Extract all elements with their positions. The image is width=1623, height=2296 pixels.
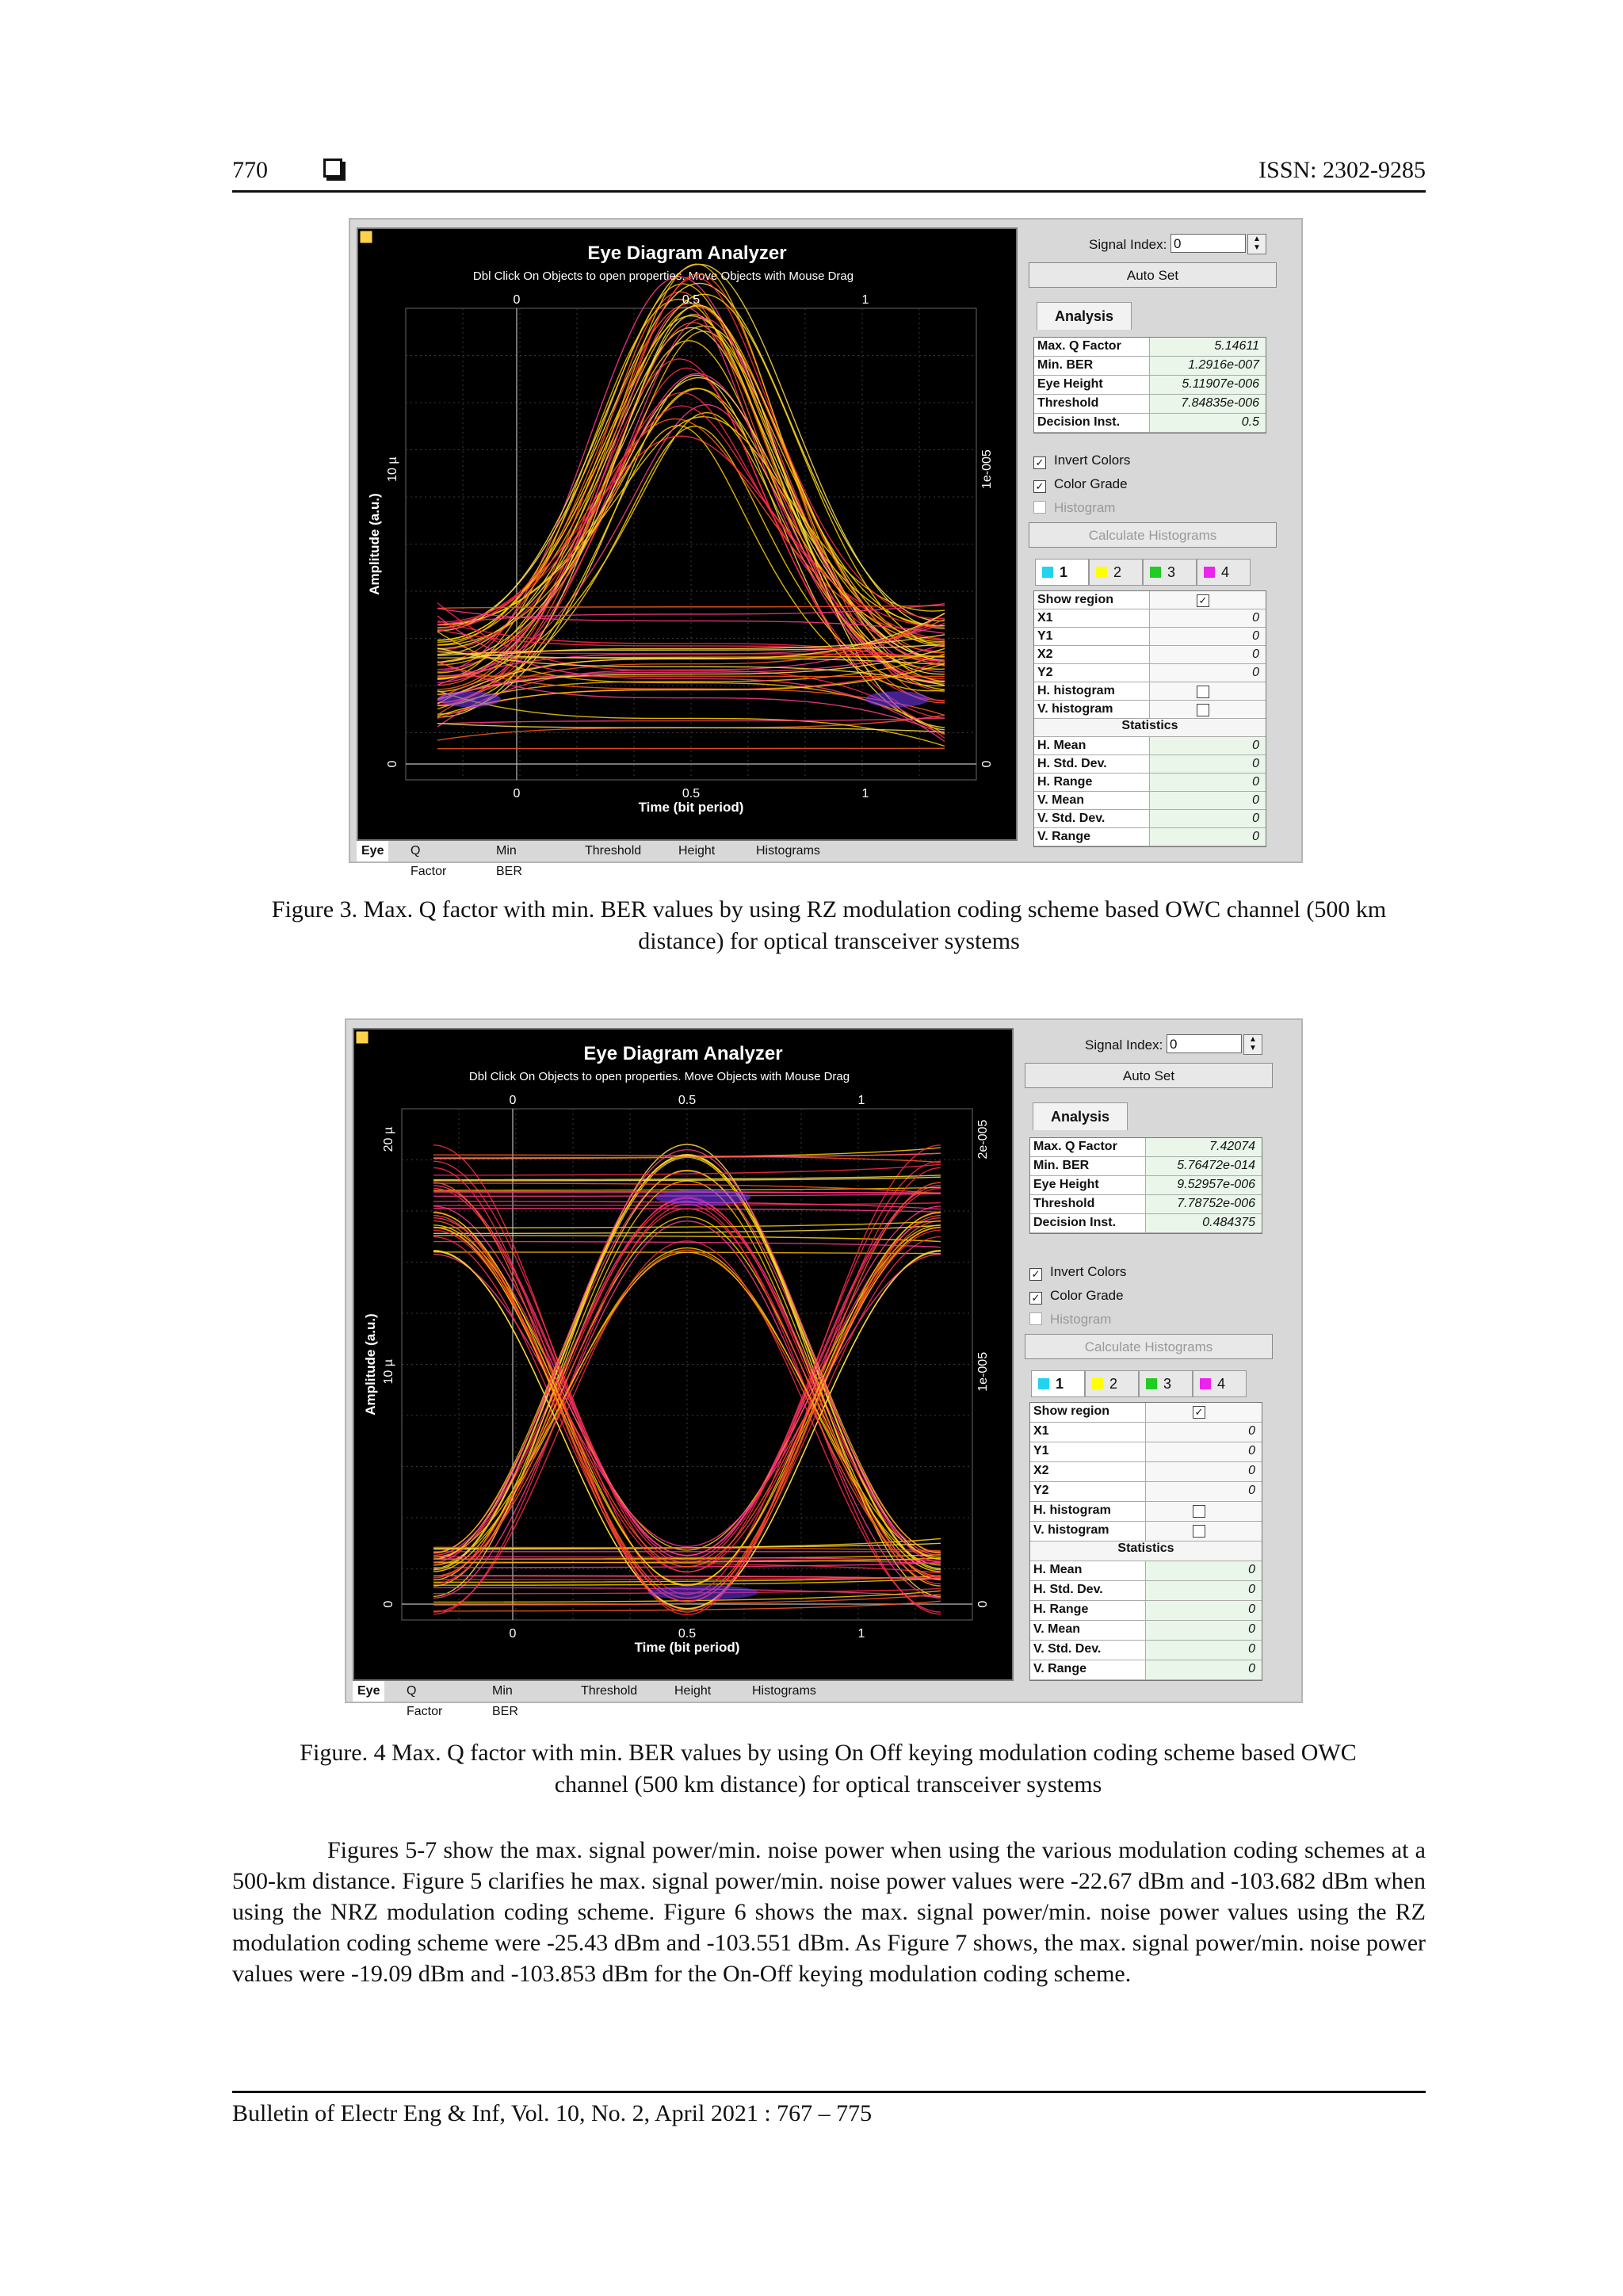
statistics-header	[1030, 1541, 1262, 1561]
signal-index-label: Signal Index:	[1085, 1037, 1163, 1052]
statistics-row	[1034, 810, 1266, 828]
statistics-value: 0	[1248, 1622, 1255, 1636]
region-row	[1034, 664, 1266, 682]
x-tick-top: 0	[509, 1094, 517, 1107]
signal-index-spinner[interactable]: ▲ ▼	[1247, 234, 1266, 254]
statistics-value: 0	[1248, 1583, 1255, 1596]
y-axis-label: Amplitude (a.u.)	[363, 1313, 378, 1415]
statistics-label: V. Mean	[1033, 1622, 1080, 1636]
statistics-value: 0	[1248, 1662, 1255, 1675]
region-value: 0	[1252, 629, 1259, 643]
x-tick-bottom: 0	[513, 787, 521, 800]
x-tick-top: 0.5	[682, 293, 701, 307]
x-tick-top: 0.5	[678, 1094, 697, 1107]
statistics-row	[1034, 755, 1266, 774]
region-value: 0	[1252, 666, 1259, 679]
statistics-row	[1030, 1561, 1262, 1581]
eye-plot	[357, 227, 1018, 841]
x-tick-bottom: 0.5	[682, 787, 701, 800]
region-row	[1034, 628, 1266, 646]
color-swatch	[1200, 1378, 1211, 1389]
analysis-value-cell	[1149, 395, 1266, 413]
color-swatch	[1146, 1378, 1157, 1389]
analysis-value-cell	[1149, 357, 1266, 375]
statistics-value: 0	[1252, 812, 1259, 825]
region-label: X2	[1033, 1464, 1049, 1477]
analysis-value: 5.14611	[1214, 339, 1259, 353]
region-row	[1034, 701, 1266, 719]
region-table	[1033, 590, 1266, 847]
statistics-header	[1034, 719, 1266, 737]
statistics-label: H. Std. Dev.	[1037, 757, 1107, 770]
region-checkbox[interactable]: ✓	[1193, 1406, 1205, 1419]
region-value-cell	[1145, 1482, 1262, 1501]
region-row	[1030, 1522, 1262, 1541]
color-swatch	[1204, 567, 1215, 578]
checkbox[interactable]: ✓	[1033, 457, 1046, 469]
analysis-value-cell	[1145, 1195, 1262, 1213]
statistics-row	[1030, 1581, 1262, 1601]
header-rule	[232, 190, 1426, 193]
analysis-label: Decision Inst.	[1037, 415, 1121, 429]
x-tick-bottom: 0	[509, 1627, 517, 1641]
region-label: V. histogram	[1033, 1523, 1109, 1537]
color-tab-label: 3	[1163, 1376, 1172, 1392]
option-invert-colors[interactable]	[1029, 1264, 1126, 1281]
y-tick-right: 1e-005	[980, 449, 994, 490]
statistics-value: 0	[1248, 1563, 1255, 1576]
statistics-value-cell	[1145, 1601, 1262, 1620]
region-row	[1034, 646, 1266, 664]
analysis-label: Decision Inst.	[1033, 1216, 1117, 1229]
statistics-value-cell	[1149, 755, 1266, 773]
tab-threshold[interactable]: Threshold	[585, 844, 642, 858]
region-label: X1	[1033, 1424, 1049, 1438]
analysis-value: 7.42074	[1209, 1140, 1255, 1153]
region-row	[1030, 1502, 1262, 1522]
analysis-value: 7.78752e-006	[1177, 1197, 1255, 1210]
statistics-value-cell	[1149, 828, 1266, 846]
region-label: H. histogram	[1033, 1503, 1111, 1517]
statistics-value-cell	[1145, 1641, 1262, 1660]
region-table	[1029, 1402, 1262, 1681]
color-tab-1[interactable]	[1035, 559, 1089, 586]
region-label: Show region	[1033, 1404, 1109, 1418]
tab-eye[interactable]: Eye	[357, 841, 388, 861]
region-checkbox[interactable]	[1193, 1505, 1205, 1518]
region-value: 0	[1252, 648, 1259, 661]
figure-caption: Figure. 4 Max. Q factor with min. BER values by using On Off keying modulation coding scheme based OWC channel (500 km distance) for optical transceiver systems	[300, 1740, 1357, 1797]
color-swatch	[1038, 1378, 1049, 1389]
color-tab-4[interactable]	[1193, 1370, 1247, 1397]
analysis-row	[1034, 357, 1266, 376]
analysis-value: 9.52957e-006	[1177, 1178, 1255, 1191]
analysis-table	[1029, 1137, 1262, 1234]
checkbox[interactable]: ✓	[1033, 480, 1046, 493]
region-row	[1030, 1403, 1262, 1423]
statistics-value-cell	[1149, 737, 1266, 755]
region-label: Y2	[1033, 1484, 1049, 1497]
tab-q-factor[interactable]: Q Factor	[411, 844, 447, 878]
statistics-label: Statistics	[1117, 1541, 1174, 1555]
color-tab-label: 1	[1060, 564, 1068, 580]
region-value: 0	[1248, 1444, 1255, 1457]
statistics-value-cell	[1145, 1561, 1262, 1580]
region-checkbox[interactable]	[1193, 1525, 1205, 1538]
x-tick-top: 1	[857, 1094, 865, 1107]
analysis-value: 7.84835e-006	[1181, 396, 1259, 410]
statistics-value: 0	[1248, 1603, 1255, 1616]
signal-index-input[interactable]: 0	[1167, 1034, 1242, 1053]
option-label: Histogram	[1050, 1312, 1112, 1327]
region-label: X1	[1037, 611, 1053, 625]
region-row	[1034, 682, 1266, 701]
color-tab-4[interactable]	[1197, 559, 1251, 586]
statistics-row	[1034, 828, 1266, 846]
analysis-value-cell	[1145, 1157, 1262, 1175]
analysis-label: Eye Height	[1037, 377, 1103, 391]
color-tab-1[interactable]	[1031, 1370, 1085, 1397]
signal-index-spinner[interactable]: ▲ ▼	[1243, 1034, 1262, 1055]
analysis-label: Threshold	[1033, 1197, 1095, 1210]
statistics-label: V. Mean	[1037, 793, 1084, 807]
option-color-grade[interactable]	[1033, 476, 1128, 493]
x-tick-bottom: 1	[861, 787, 869, 800]
signal-index-input[interactable]: 0	[1170, 234, 1246, 253]
statistics-row	[1030, 1621, 1262, 1641]
eye-analyzer-window-fig3	[349, 218, 1303, 878]
region-value-cell	[1145, 1442, 1262, 1461]
region-row	[1030, 1423, 1262, 1442]
calculate-histograms-button: Calculate Histograms	[1025, 1334, 1273, 1359]
footer-citation: Bulletin of Electr Eng & Inf, Vol. 10, No. 2, April 2021 : 767 – 775	[232, 2100, 873, 2126]
auto-set-button[interactable]: Auto Set	[1029, 262, 1277, 288]
analysis-row	[1030, 1138, 1262, 1157]
analysis-row	[1030, 1195, 1262, 1214]
analysis-value-cell	[1149, 338, 1266, 356]
statistics-label: V. Range	[1037, 830, 1090, 843]
region-value: 0	[1252, 611, 1259, 625]
checkbox	[1029, 1312, 1042, 1325]
option-color-grade[interactable]	[1029, 1288, 1124, 1305]
y-tick-right: 2e-005	[976, 1119, 990, 1159]
y-tick-right: 0	[980, 760, 994, 768]
x-tick-top: 0	[513, 293, 521, 307]
region-checkbox[interactable]: ✓	[1197, 594, 1209, 607]
region-value-cell	[1149, 664, 1266, 682]
region-row	[1030, 1482, 1262, 1502]
option-invert-colors[interactable]	[1033, 453, 1130, 469]
eye-diagram-svg	[358, 229, 1016, 839]
analyzer-title: Eye Diagram Analyzer	[587, 243, 787, 264]
y-tick-left: 0	[386, 760, 399, 768]
statistics-label: H. Range	[1033, 1603, 1089, 1616]
y-tick-left: 10 µ	[386, 457, 399, 482]
analysis-value: 5.11907e-006	[1182, 377, 1259, 391]
region-value-cell	[1149, 646, 1266, 663]
statistics-row	[1034, 737, 1266, 755]
eye-traces	[437, 264, 945, 748]
analysis-row	[1030, 1214, 1262, 1233]
region-label: V. histogram	[1037, 702, 1113, 716]
color-tab-2[interactable]	[1089, 559, 1143, 586]
color-tab-label: 4	[1221, 564, 1230, 580]
tab-height[interactable]: Height	[678, 844, 716, 858]
color-swatch	[1150, 567, 1161, 578]
analyzer-subtitle: Dbl Click On Objects to open properties. Move Objects with Mouse Drag	[468, 1070, 850, 1083]
footer-rule	[232, 2091, 1426, 2093]
region-value-cell	[1149, 628, 1266, 645]
statistics-row	[1034, 792, 1266, 810]
tab-threshold[interactable]: Threshold	[581, 1684, 638, 1698]
region-label: X2	[1037, 648, 1053, 661]
analysis-row	[1034, 414, 1266, 433]
region-checkbox[interactable]	[1197, 686, 1209, 698]
analysis-value: 5.76472e-014	[1177, 1159, 1255, 1172]
tab-eye[interactable]: Eye	[353, 1681, 384, 1702]
issn: ISSN: 2302-9285	[1258, 157, 1426, 183]
auto-set-button[interactable]: Auto Set	[1025, 1063, 1273, 1088]
statistics-value-cell	[1145, 1621, 1262, 1640]
region-row	[1030, 1462, 1262, 1482]
statistics-row	[1034, 774, 1266, 792]
color-tab-label: 4	[1217, 1376, 1226, 1392]
analysis-value-cell	[1149, 414, 1266, 432]
tab-height[interactable]: Height	[674, 1684, 712, 1698]
region-row	[1030, 1442, 1262, 1462]
statistics-value: 0	[1252, 757, 1259, 770]
tab-min-ber[interactable]: Min BER	[492, 1684, 518, 1718]
analysis-label: Min. BER	[1037, 358, 1094, 372]
statistics-label: H. Mean	[1033, 1563, 1083, 1576]
calculate-histograms-button: Calculate Histograms	[1029, 522, 1277, 548]
color-tab-3[interactable]	[1143, 559, 1197, 586]
statistics-value-cell	[1149, 810, 1266, 827]
statistics-label: H. Std. Dev.	[1033, 1583, 1103, 1596]
analysis-value: 0.484375	[1202, 1216, 1255, 1229]
region-row	[1034, 609, 1266, 628]
tab-q-factor[interactable]: Q Factor	[407, 1684, 443, 1718]
y-tick-left: 20 µ	[382, 1126, 395, 1152]
option-label: Color Grade	[1054, 476, 1128, 491]
color-tab-label: 3	[1167, 564, 1176, 580]
region-label: Show region	[1037, 593, 1113, 606]
color-tab-label: 2	[1113, 564, 1122, 580]
region-value-cell	[1145, 1423, 1262, 1442]
region-label: Y1	[1037, 629, 1053, 643]
statistics-label: V. Range	[1033, 1662, 1086, 1675]
analysis-row	[1030, 1157, 1262, 1176]
analysis-row	[1034, 376, 1266, 395]
statistics-value-cell	[1149, 774, 1266, 791]
eye-plot	[353, 1028, 1014, 1681]
color-tab-label: 1	[1056, 1376, 1064, 1392]
tab-min-ber[interactable]: Min BER	[496, 844, 522, 878]
analysis-row	[1034, 395, 1266, 414]
analysis-value-cell	[1145, 1138, 1262, 1156]
y-tick-right: 0	[976, 1600, 990, 1608]
eye-diagram-svg	[354, 1030, 1012, 1679]
statistics-value-cell	[1149, 792, 1266, 809]
analysis-row	[1030, 1176, 1262, 1195]
analysis-label: Threshold	[1037, 396, 1099, 410]
statistics-label: H. Mean	[1037, 739, 1086, 752]
region-label: Y2	[1037, 666, 1053, 679]
x-tick-bottom: 1	[857, 1627, 865, 1641]
y-tick-right: 1e-005	[976, 1351, 990, 1392]
option-label: Color Grade	[1050, 1288, 1124, 1303]
color-swatch	[1096, 567, 1107, 578]
analysis-value-cell	[1145, 1214, 1262, 1232]
x-tick-bottom: 0.5	[678, 1627, 697, 1641]
checkbox[interactable]: ✓	[1029, 1292, 1042, 1305]
region-label: Y1	[1033, 1444, 1049, 1457]
y-tick-left: 10 µ	[382, 1359, 395, 1385]
statistics-value-cell	[1145, 1660, 1262, 1679]
analysis-label: Max. Q Factor	[1033, 1140, 1117, 1153]
checkbox	[1033, 501, 1046, 514]
option-histogram	[1033, 500, 1115, 516]
statistics-value: 0	[1252, 793, 1259, 807]
analysis-label: Eye Height	[1033, 1178, 1099, 1191]
region-value-cell	[1145, 1462, 1262, 1481]
tab-analysis[interactable]: Analysis	[1033, 1102, 1128, 1130]
figure-caption: Figure 3. Max. Q factor with min. BER values by using RZ modulation coding scheme based OWC channel (500 km distance) for optical transceiver systems	[271, 896, 1387, 954]
x-axis-label: Time (bit period)	[634, 1640, 740, 1655]
statistics-row	[1030, 1641, 1262, 1660]
analysis-value: 1.2916e-007	[1188, 358, 1259, 372]
region-label: H. histogram	[1037, 684, 1115, 697]
statistics-value-cell	[1145, 1581, 1262, 1600]
statistics-row	[1030, 1660, 1262, 1680]
color-tab-2[interactable]	[1085, 1370, 1139, 1397]
analysis-value: 0.5	[1241, 415, 1259, 429]
statistics-value: 0	[1252, 775, 1259, 789]
statistics-label: V. Std. Dev.	[1033, 1642, 1102, 1656]
region-value: 0	[1248, 1464, 1255, 1477]
color-swatch	[1042, 567, 1053, 578]
tab-analysis[interactable]: Analysis	[1037, 302, 1132, 330]
color-swatch	[1092, 1378, 1103, 1389]
statistics-label: Statistics	[1121, 719, 1178, 732]
window-icon	[356, 1031, 369, 1044]
statistics-label: H. Range	[1037, 775, 1093, 789]
analyzer-title: Eye Diagram Analyzer	[583, 1043, 783, 1064]
signal-index-label: Signal Index:	[1089, 237, 1167, 252]
region-value: 0	[1248, 1424, 1255, 1438]
body-paragraph: Figures 5-7 show the max. signal power/min. noise power when using the various modulation coding schemes at a 500-km distance. Figure 5 clarifies he max. signal power/min. noise power values were -22.67 dBm and -103.682 dBm when using the NRZ modulation coding scheme. Figure 6 shows the max. signal power/min. noise power values using the RZ modulation coding scheme were -25.43 dBm and -103.551 dBm. As Figure 7 shows, the max. signal power/min. noise power values were -19.09 dBm and -103.853 dBm for the On-Off keying modulation coding scheme.	[232, 1837, 1426, 1987]
option-label: Invert Colors	[1054, 453, 1131, 468]
analysis-value-cell	[1149, 376, 1266, 394]
option-label: Invert Colors	[1050, 1264, 1127, 1279]
analysis-label: Max. Q Factor	[1037, 339, 1121, 353]
region-value-cell	[1149, 609, 1266, 627]
statistics-value: 0	[1252, 739, 1259, 752]
analyzer-subtitle: Dbl Click On Objects to open properties. Move Objects with Mouse Drag	[472, 269, 854, 283]
statistics-value: 0	[1252, 830, 1259, 843]
statistics-value: 0	[1248, 1642, 1255, 1656]
analysis-label: Min. BER	[1033, 1159, 1090, 1172]
color-tab-label: 2	[1109, 1376, 1118, 1392]
tab-histograms[interactable]: Histograms	[752, 1684, 816, 1698]
statistics-label: V. Std. Dev.	[1037, 812, 1106, 825]
checkbox[interactable]: ✓	[1029, 1268, 1042, 1281]
eye-analyzer-window-fig4	[345, 1018, 1303, 1718]
region-checkbox[interactable]	[1197, 704, 1209, 716]
x-tick-top: 1	[861, 293, 869, 307]
option-histogram	[1029, 1312, 1111, 1328]
statistics-row	[1030, 1601, 1262, 1621]
tab-histograms[interactable]: Histograms	[756, 844, 820, 858]
eye-traces	[433, 1144, 941, 1614]
x-axis-label: Time (bit period)	[638, 800, 744, 815]
page-number: 770	[232, 157, 268, 183]
window-icon	[360, 231, 372, 243]
analysis-row	[1034, 338, 1266, 357]
color-tab-3[interactable]	[1139, 1370, 1193, 1397]
option-label: Histogram	[1054, 500, 1116, 515]
region-value: 0	[1248, 1484, 1255, 1497]
square-icon	[323, 159, 342, 178]
analysis-table	[1033, 337, 1266, 434]
y-tick-left: 0	[382, 1600, 395, 1608]
y-axis-label: Amplitude (a.u.)	[367, 493, 382, 595]
region-row	[1034, 591, 1266, 609]
analysis-value-cell	[1145, 1176, 1262, 1194]
